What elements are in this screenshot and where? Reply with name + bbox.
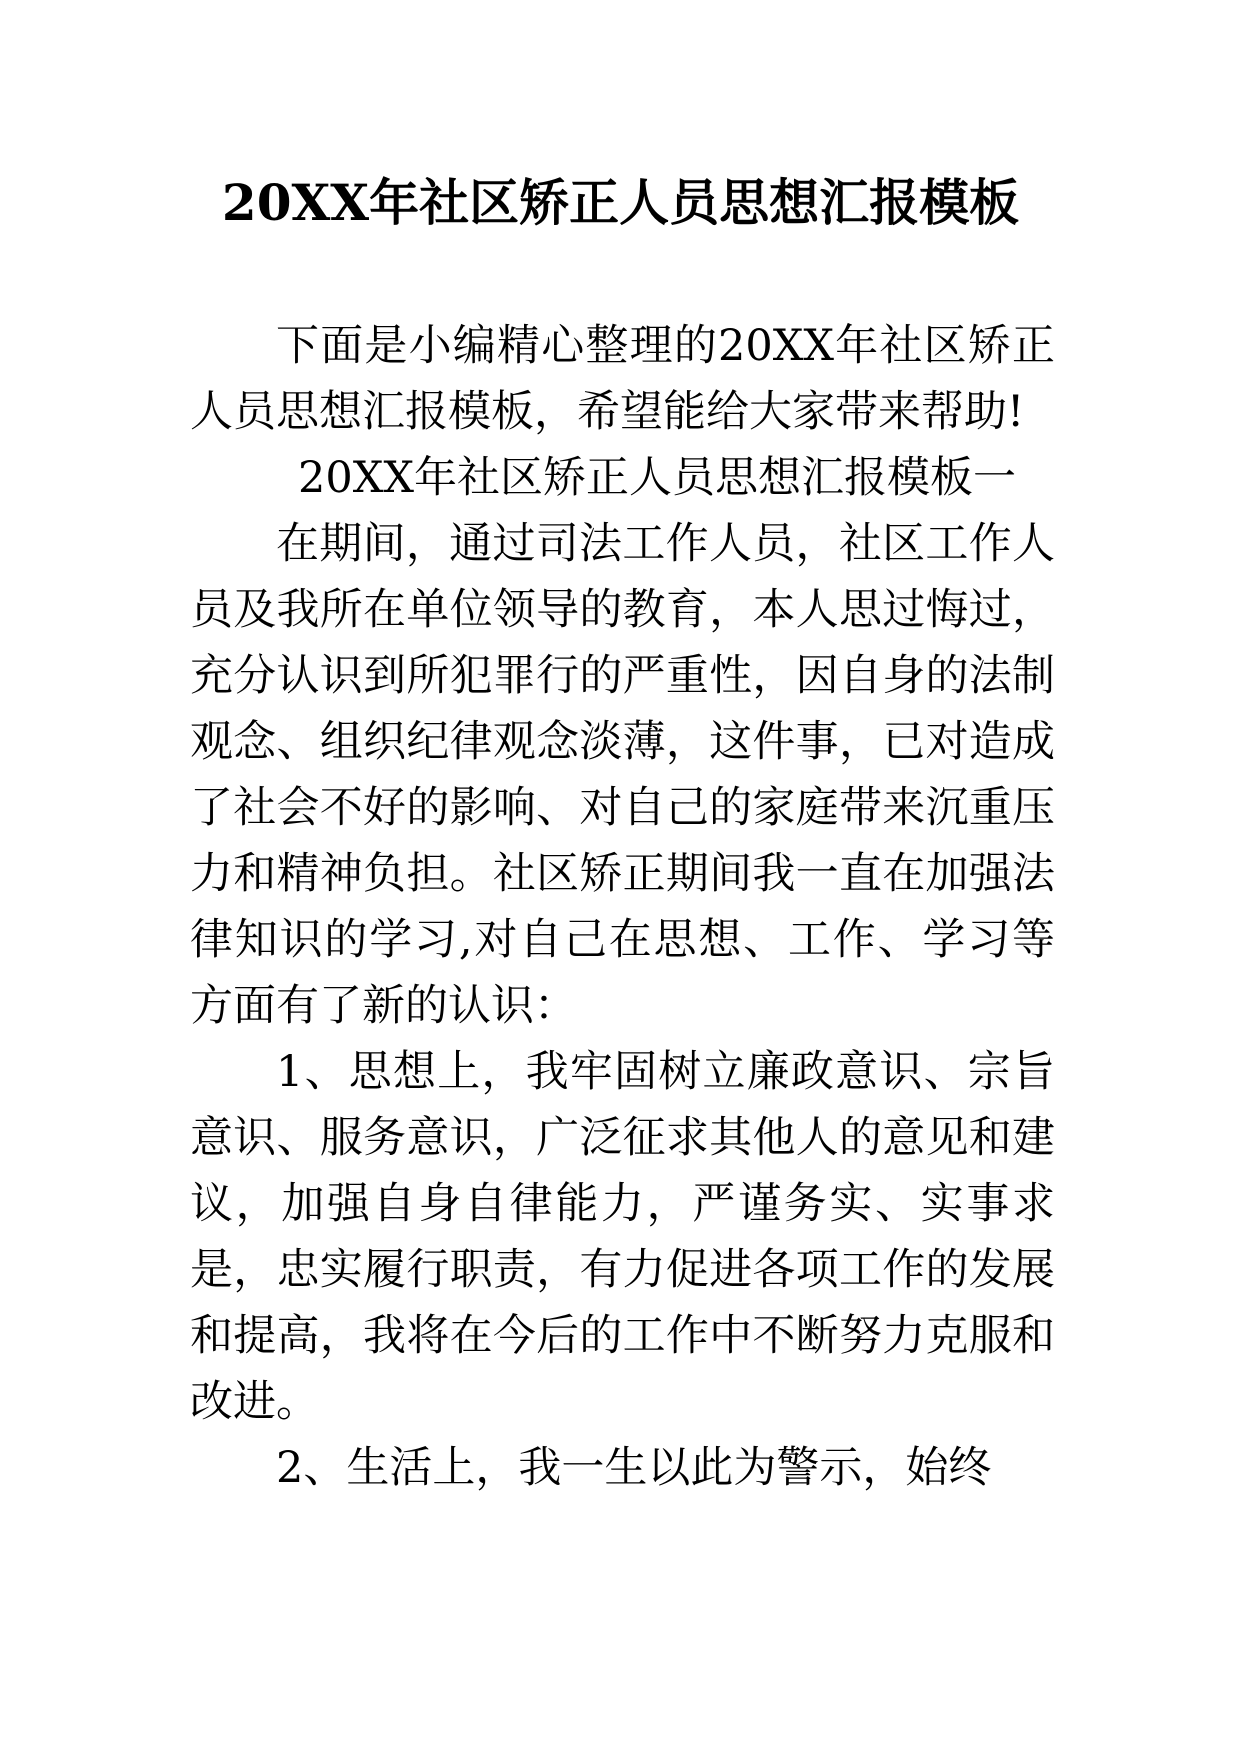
body-paragraph-2: 1、思想上，我牢固树立廉政意识、宗旨意识、服务意识，广泛征求其他人的意见和建议，加强自身自律能力，严谨务实、实事求是，忠实履行职责，有力促进各项工作的发展和提高，我将在今后的工作中不断努力克服和改进。 bbox=[190, 1047, 1055, 1427]
intro-paragraph: 下面是小编精心整理的20XX年社区矫正人员思想汇报模板，希望能给大家带来帮助! bbox=[190, 321, 1055, 437]
body-paragraph-1: 在期间，通过司法工作人员，社区工作人员及我所在单位领导的教育，本人思过悔过，充分认识到所犯罪行的严重性，因自身的法制观念、组织纪律观念淡薄，这件事，已对造成了社会不好的影响、对自己的家庭带来沉重压力和精神负担。社区矫正期间我一直在加强法律知识的学习,对自己在思想、工作、学习等方面有了新的认识： bbox=[190, 519, 1055, 1031]
section-heading: 20XX年社区矫正人员思想汇报模板一 bbox=[298, 453, 1016, 503]
document-title: 20XX年社区矫正人员思想汇报模板 bbox=[221, 173, 1020, 232]
document-body bbox=[190, 313, 1055, 1501]
body-paragraph-3: 2、生活上，我一生以此为警示，始终 bbox=[276, 1443, 992, 1493]
